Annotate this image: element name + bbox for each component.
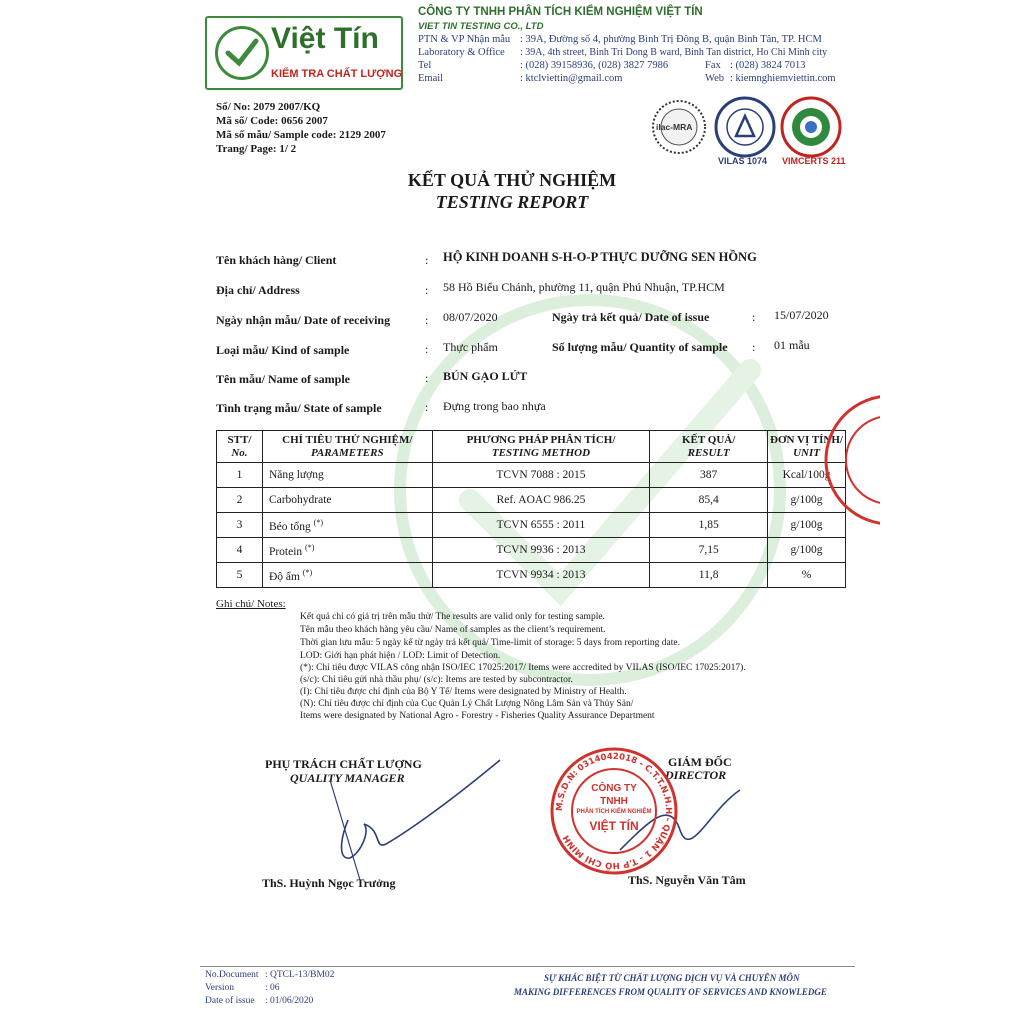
ilac-badge: ilac-MRA bbox=[650, 98, 708, 156]
svg-text:M.S.D.N: 0314042018 - C.T.T.N.: M.S.D.N: 0314042018 - C.T.T.N.H.H - QUẬN 1 - T.P HỒ CHÍ MINH bbox=[554, 751, 674, 871]
web-value: : kiemnghiemviettin.com bbox=[730, 73, 836, 84]
header-unit: ĐƠN VỊ TÍNH/ UNIT bbox=[768, 431, 846, 463]
table-row bbox=[217, 513, 846, 538]
cell-unit: Kcal/100g bbox=[768, 463, 846, 488]
cell-param: Độ ẩm (*) bbox=[262, 563, 432, 588]
cell-param: Carbohydrate bbox=[262, 488, 432, 513]
cell-no: 1 bbox=[217, 463, 263, 488]
cell-param: Protein (*) bbox=[262, 538, 432, 563]
colon: : bbox=[752, 310, 756, 324]
results-table bbox=[216, 430, 846, 588]
slogan-en: MAKING DIFFERENCES FROM QUALITY OF SERVICES AND KNOWLEDGE bbox=[514, 987, 827, 997]
qm-title-vi: PHỤ TRÁCH CHẤT LƯỢNG bbox=[265, 757, 422, 771]
slogan-vi: SỰ KHÁC BIỆT TỪ CHẤT LƯỢNG DỊCH VỤ VÀ CHUYÊN MÔN bbox=[544, 973, 800, 983]
fax-label: Fax bbox=[705, 60, 721, 71]
email-value: : ktclviettin@gmail.com bbox=[520, 73, 623, 84]
company-stamp: M.S.D.N: 0314042018 - C.T.T.N.H.H - QUẬN 1 - T.P HỒ CHÍ MINH CÔNG TY TNHH PHÂN TÍCH KIỂM NGHIỆM VIỆT TÍN bbox=[548, 745, 680, 877]
cell-method: TCVN 6555 : 2011 bbox=[432, 513, 650, 538]
table-row bbox=[217, 563, 846, 588]
sample-name-label: Tên mẫu/ Name of sample bbox=[216, 372, 350, 386]
cell-unit: % bbox=[768, 563, 846, 588]
table-row bbox=[217, 538, 846, 563]
cell-unit: g/100g bbox=[768, 488, 846, 513]
report-title-vi: KẾT QUẢ THỬ NGHIỆM bbox=[407, 170, 617, 190]
vimcerts-label: VIMCERTS 211 bbox=[782, 156, 846, 166]
lab-label: PTN & VP Nhận mẫu bbox=[418, 34, 511, 45]
cell-result: 387 bbox=[650, 463, 768, 488]
sample-name-value: BÚN GẠO LỨT bbox=[443, 369, 528, 383]
table-header-row bbox=[217, 431, 846, 463]
cell-unit: g/100g bbox=[768, 513, 846, 538]
cell-no: 2 bbox=[217, 488, 263, 513]
quantity-value: 01 mẫu bbox=[774, 338, 810, 352]
version-value: : 06 bbox=[265, 983, 280, 993]
director-title-en: DIRECTOR bbox=[665, 768, 727, 782]
page-number: Trang/ Page: 1/ 2 bbox=[216, 143, 297, 155]
cell-method: Ref. AOAC 986.25 bbox=[432, 488, 650, 513]
vimcerts-badge bbox=[780, 96, 842, 158]
state-label: Tình trạng mẫu/ State of sample bbox=[216, 401, 382, 415]
colon: : bbox=[425, 283, 429, 297]
report-title-en: TESTING REPORT bbox=[435, 192, 589, 212]
qm-signature bbox=[300, 740, 560, 890]
cell-result: 7,15 bbox=[650, 538, 768, 563]
cell-no: 4 bbox=[217, 538, 263, 563]
cell-param: Béo tổng (*) bbox=[262, 513, 432, 538]
colon: : bbox=[425, 400, 429, 414]
colon: : bbox=[425, 371, 429, 385]
kind-label: Loại mẫu/ Kind of sample bbox=[216, 343, 350, 357]
cell-method: TCVN 9934 : 2013 bbox=[432, 563, 650, 588]
director-title-vi: GIÁM ĐỐC bbox=[668, 755, 732, 769]
fax-value: : (028) 3824 7013 bbox=[730, 60, 806, 71]
notes-label: Ghi chú/ Notes: bbox=[216, 598, 286, 610]
kind-value: Thực phẩm bbox=[443, 340, 498, 354]
receiving-value: 08/07/2020 bbox=[443, 310, 498, 324]
note-item: (N): Chỉ tiêu được chỉ định của Cục Quản Lý Chất Lượng Nông Lâm Sản và Thủy Sản/ bbox=[300, 699, 634, 709]
cell-result: 1,85 bbox=[650, 513, 768, 538]
address-label: Địa chỉ/ Address bbox=[216, 283, 300, 297]
doc-value: : QTCL-13/BM02 bbox=[265, 970, 335, 980]
cell-no: 5 bbox=[217, 563, 263, 588]
footer-divider bbox=[200, 966, 855, 967]
check-icon bbox=[215, 26, 269, 80]
issue-label: Ngày trả kết quả/ Date of issue bbox=[552, 310, 710, 324]
issue-value: 15/07/2020 bbox=[774, 308, 829, 322]
cell-method: TCVN 9936 : 2013 bbox=[432, 538, 650, 563]
note-item: (*): Chỉ tiêu được VILAS công nhận ISO/IEC 17025:2017/ Items were accredited by VILAS (ISO/IEC 17025:2017). bbox=[300, 663, 746, 673]
sample-code: Mã số mẫu/ Sample code: 2129 2007 bbox=[216, 129, 386, 141]
colon: : bbox=[425, 253, 429, 267]
company-name-vi: CÔNG TY TNHH PHÂN TÍCH KIỂM NGHIỆM VIỆT TÍN bbox=[418, 6, 703, 18]
header-method: PHƯƠNG PHÁP PHÂN TÍCH/ TESTING METHOD bbox=[432, 431, 650, 463]
colon: : bbox=[752, 340, 756, 354]
cell-result: 11,8 bbox=[650, 563, 768, 588]
tel-value: : (028) 39158936, (028) 3827 7986 bbox=[520, 60, 669, 71]
note-item: Kết quả chỉ có giá trị trên mẫu thử/ The results are valid only for testing sample. bbox=[300, 612, 605, 622]
email-label: Email bbox=[418, 73, 444, 84]
vilas-label: VILAS 1074 bbox=[718, 156, 768, 166]
note-item: Items were designated by National Agro - Forestry - Fisheries Quality Assurance Department bbox=[300, 711, 655, 721]
date-label: Date of issue bbox=[205, 996, 255, 1006]
table-row bbox=[217, 488, 846, 513]
note-item: Tên mẫu theo khách hàng yêu cầu/ Name of samples as the client’s requirement. bbox=[300, 625, 606, 635]
company-name-en: VIET TIN TESTING CO., LTD bbox=[418, 21, 544, 32]
qm-title-en: QUALITY MANAGER bbox=[290, 771, 405, 785]
company-logo bbox=[205, 16, 403, 90]
table-row bbox=[217, 463, 846, 488]
header-parameters: CHỈ TIÊU THỬ NGHIỆM/ PARAMETERS bbox=[262, 431, 432, 463]
cell-unit: g/100g bbox=[768, 538, 846, 563]
report-code: Mã số/ Code: 0656 2007 bbox=[216, 115, 328, 127]
cell-result: 85,4 bbox=[650, 488, 768, 513]
version-label: Version bbox=[205, 983, 235, 993]
quantity-label: Số lượng mẫu/ Quantity of sample bbox=[552, 340, 728, 354]
cell-method: TCVN 7088 : 2015 bbox=[432, 463, 650, 488]
note-item: LOD: Giới hạn phát hiện / LOD: Limit of Detection. bbox=[300, 651, 501, 661]
date-value: : 01/06/2020 bbox=[265, 996, 314, 1006]
lab-label-en: Laboratory & Office bbox=[418, 47, 505, 58]
logo-tagline: KIỂM TRA CHẤT LƯỢNG bbox=[271, 68, 403, 80]
report-number: Số/ No: 2079 2007/KQ bbox=[216, 101, 321, 113]
colon: : bbox=[425, 342, 429, 356]
note-item: Thời gian lưu mẫu: 5 ngày kể từ ngày trả kết quả/ Time-limit of storage: 5 days from reporting date. bbox=[300, 638, 680, 648]
doc-label: No.Document bbox=[205, 970, 259, 980]
boa-badge bbox=[714, 96, 776, 158]
colon: : bbox=[425, 313, 429, 327]
cell-param: Năng lượng bbox=[262, 463, 432, 488]
cell-no: 3 bbox=[217, 513, 263, 538]
note-item: (s/c): Chỉ tiêu gửi nhà thầu phụ/ (s/c): Items are tested by subcontractor. bbox=[300, 675, 573, 685]
logo-name: Việt Tín bbox=[271, 22, 379, 55]
client-value: HỘ KINH DOANH S-H-O-P THỰC DƯỠNG SEN HỒNG bbox=[443, 250, 757, 264]
director-name: ThS. Nguyễn Văn Tâm bbox=[628, 873, 746, 887]
receiving-label: Ngày nhận mẫu/ Date of receiving bbox=[216, 313, 391, 327]
note-item: (I): Chỉ tiêu được chỉ định của Bộ Y Tế/ Items were designated by Ministry of Health. bbox=[300, 687, 627, 697]
lab-address-vi: : 39A, Đường số 4, phường Bình Trị Đông B, quận Bình Tân, TP. HCM bbox=[520, 34, 822, 45]
lab-address-en: : 39A, 4th street, Binh Tri Dong B ward, Binh Tan district, Ho Chi Minh city bbox=[520, 47, 828, 58]
address-value: 58 Hồ Biểu Chánh, phường 11, quận Phú Nhuận, TP.HCM bbox=[443, 280, 725, 294]
edge-stamp bbox=[820, 390, 880, 540]
qm-name: ThS. Huỳnh Ngọc Trưởng bbox=[262, 876, 396, 890]
web-label: Web bbox=[705, 73, 724, 84]
state-value: Đựng trong bao nhựa bbox=[443, 399, 546, 413]
client-label: Tên khách hàng/ Client bbox=[216, 253, 337, 267]
tel-label: Tel bbox=[418, 60, 432, 71]
header-no: STT/ No. bbox=[217, 431, 263, 463]
header-result: KẾT QUẢ/ RESULT bbox=[650, 431, 768, 463]
